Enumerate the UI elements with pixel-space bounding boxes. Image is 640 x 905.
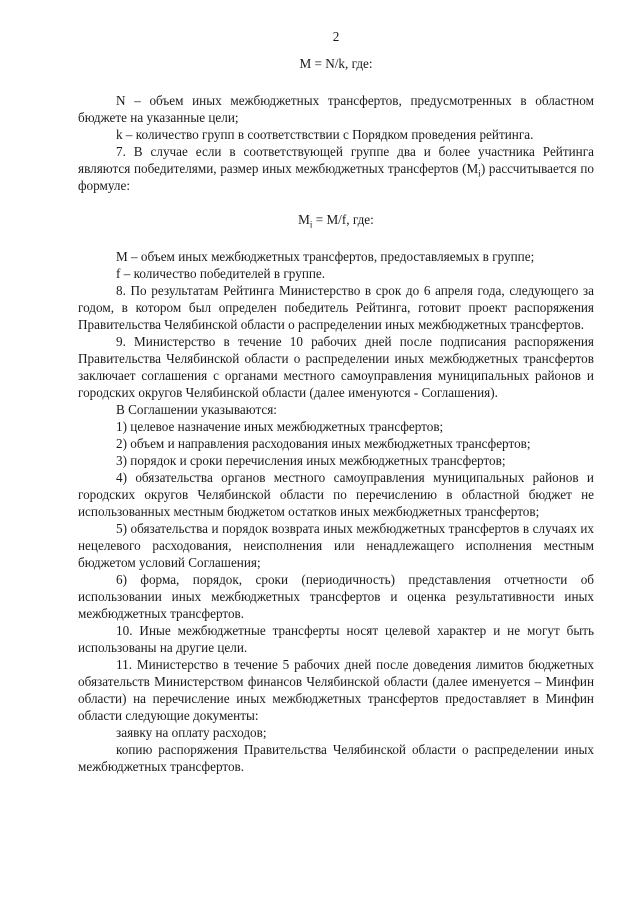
agreement-item-4: 4) обязательства органов местного самоуправления муниципальных районов и городских округов Челябинской области по перечислению в областной бюджет не использованных местным бюджетом остатков иных межбюджетных трансфертов;: [78, 470, 594, 519]
definition-k: k – количество групп в соответствствии с Порядком проведения рейтинга.: [116, 127, 534, 142]
agreement-item-5: 5) обязательства и порядок возврата иных межбюджетных трансфертов в случаях их нецелевого расходования, неисполнения или ненадлежащего исполнения местным бюджетом условий Соглашения;: [78, 521, 594, 570]
page-number: 2: [332, 29, 340, 44]
paragraph-11: 11. Министерство в течение 5 рабочих дней после доведения лимитов бюджетных обязательств Министерством финансов Челябинской области (далее именуется – Минфин области) на перечисление иных межбюджетных трансфертов предоставляет в Минфин области следующие документы:: [78, 657, 594, 723]
formula-mi: [78, 211, 594, 228]
paragraph-8: 8. По результатам Рейтинга Министерство в срок до 6 апреля года, следующего за годом, в котором был определен победитель Рейтинга, готовит проект распоряжения Правительства Челябинской области о распределении иных межбюджетных трансфертов.: [78, 283, 594, 332]
paragraph-7-after: ) рассчитывается по формуле:: [78, 161, 594, 193]
paragraph-9: 9. Министерство в течение 10 рабочих дней после подписания распоряжения Правительства Челябинской области о распределении иных межбюджетных трансфертов заключает соглашения с органами местного самоуправления муниципальных районов и городских округов Челябинской области (далее именуются - Соглашения).: [78, 334, 594, 400]
paragraph-7: [78, 143, 594, 194]
definition-n: N – объем иных межбюджетных трансфертов, предусмотренных в областном бюджете на указанные цели;: [78, 93, 594, 125]
paragraph-7-text: 7. В случае если в соответствующей группе два и более участника Рейтинга являются победителями, размер иных межбюджетных трансфертов (M: [78, 144, 594, 176]
formula-m: M = N/k, где:: [299, 56, 373, 71]
document-item-1: заявку на оплату расходов;: [116, 725, 267, 740]
formula-mi-pre: M: [298, 212, 310, 227]
definition-f: f – количество победителей в группе.: [116, 266, 326, 281]
agreement-intro: В Соглашении указываются:: [116, 402, 277, 417]
formula-mi-post: = M/f, где:: [312, 212, 374, 227]
document-item-2: копию распоряжения Правительства Челябинской области о распределении иных межбюджетных трансфертов.: [78, 742, 594, 774]
formula-mi-subscript: i: [309, 219, 313, 230]
paragraph-10: 10. Иные межбюджетные трансферты носят целевой характер и не могут быть использованы на другие цели.: [78, 623, 594, 655]
agreement-item-2: 2) объем и направления расходования иных межбюджетных трансфертов;: [116, 436, 531, 451]
agreement-item-1: 1) целевое назначение иных межбюджетных трансфертов;: [116, 419, 444, 434]
paragraph-7-subscript: i: [478, 168, 481, 179]
agreement-item-3: 3) порядок и сроки перечисления иных межбюджетных трансфертов;: [116, 453, 506, 468]
document-body: [78, 28, 594, 775]
agreement-item-6: 6) форма, порядок, сроки (периодичность) представления отчетности об использовании иных межбюджетных трансфертов и оценка результативности иных межбюджетных трансфертов.: [78, 572, 594, 621]
definition-m: M – объем иных межбюджетных трансфертов, предоставляемых в группе;: [116, 249, 535, 264]
